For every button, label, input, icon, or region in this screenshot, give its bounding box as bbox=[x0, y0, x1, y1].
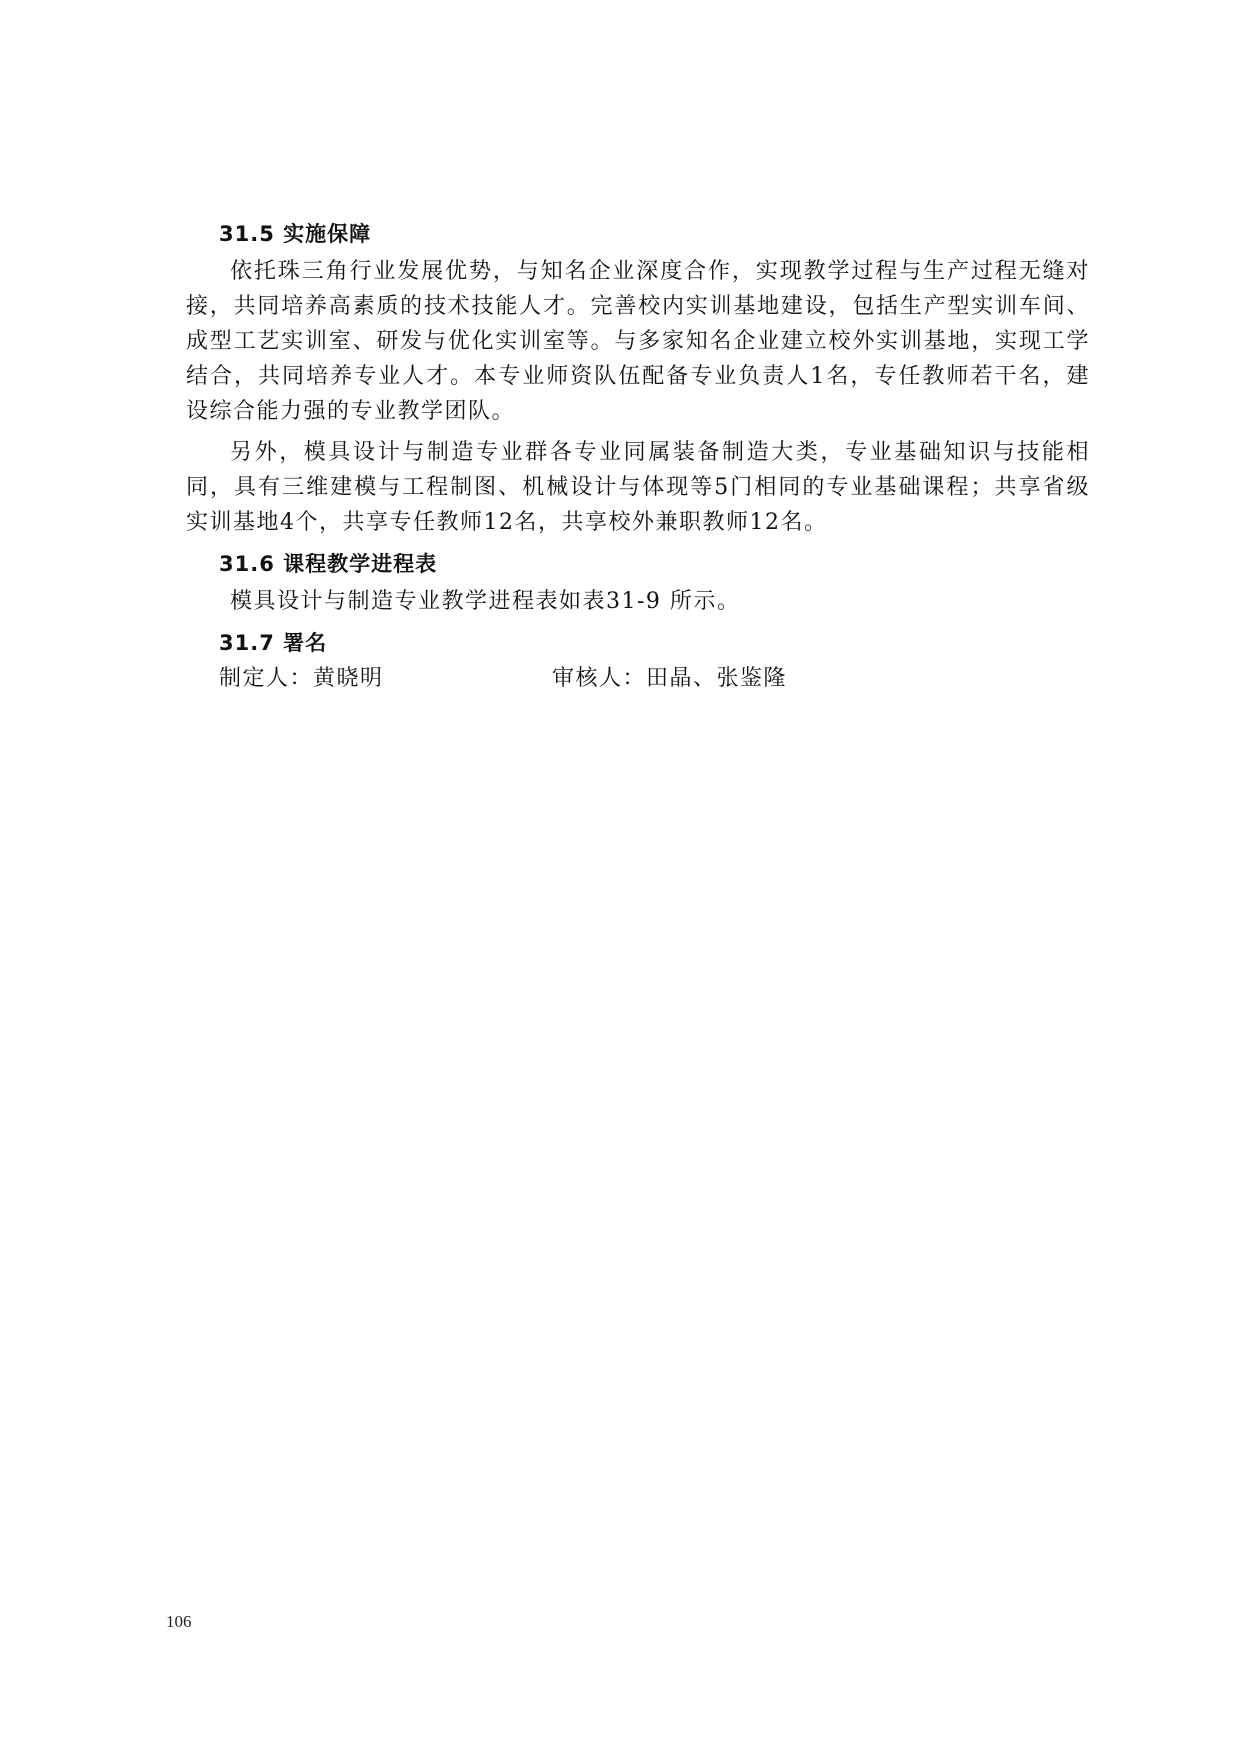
paragraph-implementation-guarantee: 依托珠三角行业发展优势，与知名企业深度合作，实现教学过程与生产过程无缝对接，共同培养高素质的技术技能人才。完善校内实训基地建设，包括生产型实训车间、成型工艺实训室、研发与优化实训室等。与多家知名企业建立校外实训基地，实现工学结合，共同培养专业人才。本专业师资队伍配备专业负责人1名，专任教师若干名，建设综合能力强的专业教学团队。 bbox=[186, 259, 1090, 424]
paragraph-shared-resources: 另外，模具设计与制造专业群各专业同属装备制造大类，专业基础知识与技能相同，具有三维建模与工程制图、机械设计与体现等5门相同的专业基础课程；共享省级实训基地4个，共享专任教师12名，共享校外兼职教师12名。 bbox=[186, 440, 1090, 535]
page-number: 106 bbox=[166, 1612, 192, 1631]
section-heading-31-7: 31.7 署名 bbox=[219, 631, 328, 655]
document-body bbox=[186, 218, 1090, 699]
section-heading-31-5: 31.5 实施保障 bbox=[219, 222, 372, 246]
signature-block bbox=[186, 661, 1090, 699]
author-signature: 制定人：黄晓明 bbox=[219, 666, 384, 691]
reviewer-signature: 审核人：田晶、张鉴隆 bbox=[552, 666, 788, 691]
section-heading-31-6: 31.6 课程教学进程表 bbox=[219, 552, 438, 576]
paragraph-teaching-schedule: 模具设计与制造专业教学进程表如表31-9 所示。 bbox=[230, 589, 741, 614]
